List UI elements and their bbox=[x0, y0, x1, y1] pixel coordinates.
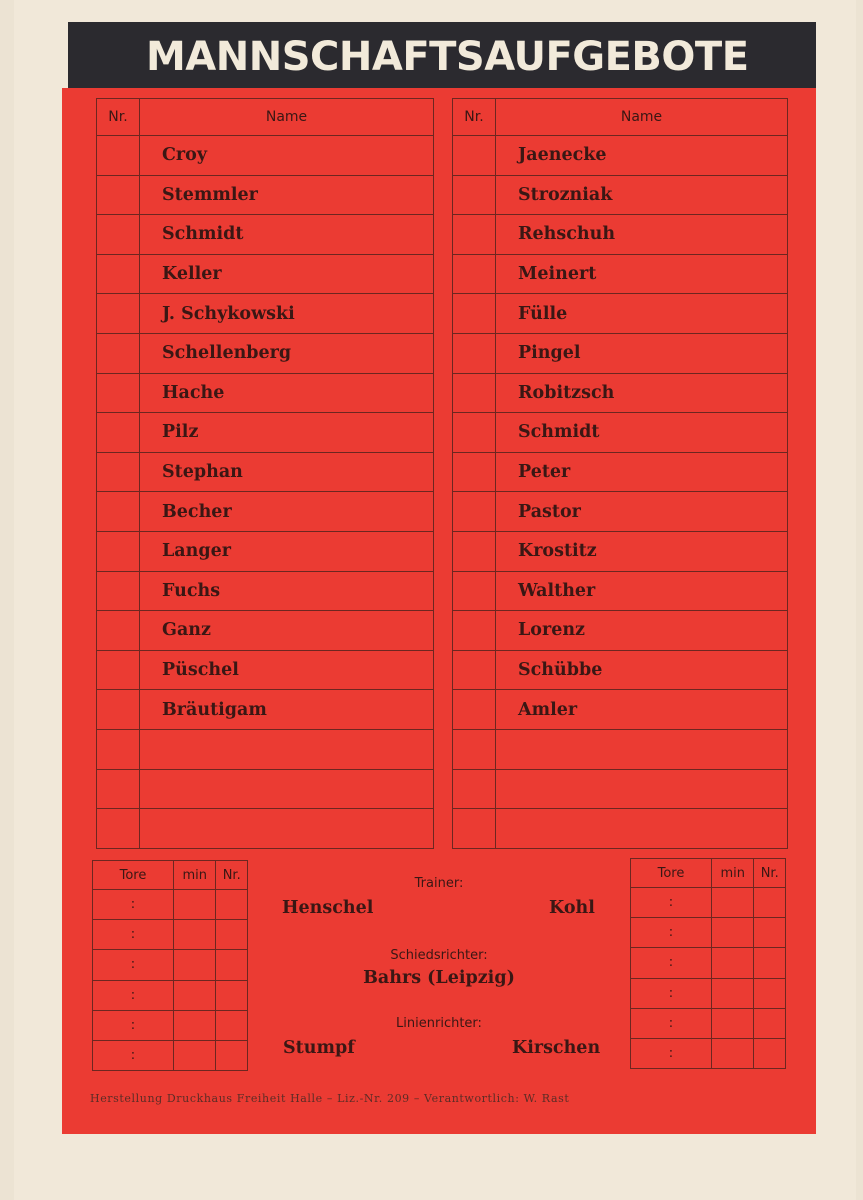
roster-row bbox=[97, 413, 434, 453]
goal-number-cell bbox=[754, 1038, 786, 1068]
player-name: Croy bbox=[140, 136, 434, 176]
number-cell bbox=[453, 729, 496, 769]
goal-score-cell: : bbox=[631, 888, 712, 918]
goal-number-cell bbox=[216, 1010, 248, 1040]
number-cell bbox=[453, 809, 496, 849]
roster-row bbox=[453, 690, 788, 730]
goal-row bbox=[93, 950, 248, 980]
number-cell bbox=[97, 809, 140, 849]
number-cell bbox=[453, 254, 496, 294]
goal-row bbox=[631, 948, 786, 978]
number-cell bbox=[453, 571, 496, 611]
number-cell bbox=[453, 769, 496, 809]
number-cell bbox=[97, 571, 140, 611]
player-name bbox=[496, 769, 788, 809]
goal-minute-cell bbox=[174, 920, 216, 950]
number-cell bbox=[453, 611, 496, 651]
number-cell bbox=[97, 769, 140, 809]
roster-row bbox=[453, 809, 788, 849]
trainer-label: Trainer: bbox=[414, 876, 464, 891]
player-name: Robitzsch bbox=[496, 373, 788, 413]
nr-header: Nr. bbox=[216, 861, 248, 890]
goal-row bbox=[93, 1010, 248, 1040]
number-cell bbox=[97, 333, 140, 373]
number-cell bbox=[453, 690, 496, 730]
goal-row bbox=[631, 888, 786, 918]
number-cell bbox=[453, 492, 496, 532]
goal-score-cell: : bbox=[93, 920, 174, 950]
roster-row bbox=[97, 531, 434, 571]
goal-minute-cell bbox=[712, 1008, 754, 1038]
team-right-roster bbox=[452, 98, 788, 849]
goal-minute-cell bbox=[174, 1040, 216, 1070]
goal-minute-cell bbox=[712, 888, 754, 918]
number-cell bbox=[97, 294, 140, 334]
roster-row bbox=[453, 215, 788, 255]
roster-row bbox=[97, 254, 434, 294]
player-name: Ganz bbox=[140, 611, 434, 651]
roster-row bbox=[453, 452, 788, 492]
goal-row bbox=[631, 978, 786, 1008]
number-cell bbox=[97, 136, 140, 176]
player-name: Keller bbox=[140, 254, 434, 294]
player-name: Jaenecke bbox=[496, 136, 788, 176]
roster-row bbox=[97, 650, 434, 690]
roster-row bbox=[453, 333, 788, 373]
player-name: Hache bbox=[140, 373, 434, 413]
number-cell bbox=[97, 175, 140, 215]
player-name bbox=[496, 729, 788, 769]
player-name: Stephan bbox=[140, 452, 434, 492]
goal-minute-cell bbox=[712, 978, 754, 1008]
nr-header: Nr. bbox=[97, 99, 140, 136]
goal-row bbox=[631, 918, 786, 948]
goal-score-cell: : bbox=[631, 978, 712, 1008]
roster-row bbox=[97, 373, 434, 413]
player-name: Walther bbox=[496, 571, 788, 611]
tore-header: Tore bbox=[93, 861, 174, 890]
goal-score-cell: : bbox=[93, 980, 174, 1010]
goal-row bbox=[93, 890, 248, 920]
roster-row bbox=[453, 492, 788, 532]
number-cell bbox=[453, 452, 496, 492]
number-cell bbox=[453, 413, 496, 453]
team-left-roster bbox=[96, 98, 434, 849]
roster-row bbox=[97, 294, 434, 334]
player-name: J. Schykowski bbox=[140, 294, 434, 334]
roster-row bbox=[453, 769, 788, 809]
player-name bbox=[496, 809, 788, 849]
goal-score-cell: : bbox=[631, 918, 712, 948]
roster-row bbox=[97, 769, 434, 809]
goal-row bbox=[631, 1038, 786, 1068]
goal-number-cell bbox=[216, 890, 248, 920]
goal-number-cell bbox=[216, 1040, 248, 1070]
player-name: Stemmler bbox=[140, 175, 434, 215]
linesman-right: Kirschen bbox=[512, 1038, 601, 1058]
roster-row bbox=[453, 175, 788, 215]
number-cell bbox=[453, 215, 496, 255]
goal-score-cell: : bbox=[93, 890, 174, 920]
number-cell bbox=[453, 175, 496, 215]
goal-minute-cell bbox=[174, 1010, 216, 1040]
imprint-footer: Herstellung Druckhaus Freiheit Halle – Liz.-Nr. 209 – Verantwortlich: W. Rast bbox=[90, 1092, 570, 1105]
number-cell bbox=[97, 215, 140, 255]
roster-row bbox=[97, 492, 434, 532]
goal-score-cell: : bbox=[631, 1008, 712, 1038]
number-cell bbox=[453, 373, 496, 413]
number-cell bbox=[97, 650, 140, 690]
number-cell bbox=[97, 729, 140, 769]
goals-table-left bbox=[92, 860, 248, 1071]
number-cell bbox=[97, 531, 140, 571]
number-cell bbox=[97, 413, 140, 453]
referee-label: Schiedsrichter: bbox=[390, 948, 488, 963]
goal-minute-cell bbox=[712, 948, 754, 978]
min-header: min bbox=[712, 859, 754, 888]
goal-minute-cell bbox=[174, 950, 216, 980]
roster-row bbox=[453, 136, 788, 176]
number-cell bbox=[453, 531, 496, 571]
player-name bbox=[140, 729, 434, 769]
roster-row bbox=[453, 650, 788, 690]
linesmen-label: Linienrichter: bbox=[396, 1016, 482, 1031]
goal-number-cell bbox=[216, 980, 248, 1010]
number-cell bbox=[97, 373, 140, 413]
roster-row bbox=[97, 452, 434, 492]
roster-row bbox=[97, 215, 434, 255]
goal-score-cell: : bbox=[631, 948, 712, 978]
goal-row bbox=[93, 1040, 248, 1070]
linesman-left: Stumpf bbox=[283, 1038, 355, 1058]
player-name: Strozniak bbox=[496, 175, 788, 215]
goal-number-cell bbox=[754, 948, 786, 978]
player-name bbox=[140, 769, 434, 809]
player-name: Schmidt bbox=[496, 413, 788, 453]
player-name: Bräutigam bbox=[140, 690, 434, 730]
number-cell bbox=[453, 650, 496, 690]
player-name: Schübbe bbox=[496, 650, 788, 690]
goal-row bbox=[93, 920, 248, 950]
goal-row bbox=[93, 980, 248, 1010]
number-cell bbox=[97, 254, 140, 294]
roster-row bbox=[97, 729, 434, 769]
number-cell bbox=[97, 611, 140, 651]
player-name: Pilz bbox=[140, 413, 434, 453]
roster-row bbox=[453, 294, 788, 334]
goal-number-cell bbox=[216, 920, 248, 950]
player-name bbox=[140, 809, 434, 849]
name-header: Name bbox=[140, 99, 434, 136]
goal-score-cell: : bbox=[631, 1038, 712, 1068]
roster-row bbox=[97, 136, 434, 176]
player-name: Peter bbox=[496, 452, 788, 492]
name-header: Name bbox=[496, 99, 788, 136]
number-cell bbox=[97, 452, 140, 492]
player-name: Fülle bbox=[496, 294, 788, 334]
trainer-right: Kohl bbox=[549, 898, 595, 918]
player-name: Krostitz bbox=[496, 531, 788, 571]
nr-header: Nr. bbox=[754, 859, 786, 888]
goal-minute-cell bbox=[174, 890, 216, 920]
page-title: MANNSCHAFTSAUFGEBOTE bbox=[68, 22, 816, 92]
trainer-left: Henschel bbox=[282, 898, 374, 918]
goal-number-cell bbox=[216, 950, 248, 980]
goal-number-cell bbox=[754, 888, 786, 918]
player-name: Pastor bbox=[496, 492, 788, 532]
player-name: Fuchs bbox=[140, 571, 434, 611]
officials-panel bbox=[258, 868, 620, 1068]
roster-row bbox=[453, 611, 788, 651]
min-header: min bbox=[174, 861, 216, 890]
goal-minute-cell bbox=[712, 1038, 754, 1068]
goal-number-cell bbox=[754, 918, 786, 948]
player-name: Schellenberg bbox=[140, 333, 434, 373]
player-name: Lorenz bbox=[496, 611, 788, 651]
number-cell bbox=[97, 690, 140, 730]
roster-row bbox=[453, 413, 788, 453]
roster-row bbox=[97, 611, 434, 651]
goals-table-right bbox=[630, 858, 786, 1069]
number-cell bbox=[97, 492, 140, 532]
goal-score-cell: : bbox=[93, 1010, 174, 1040]
roster-row bbox=[97, 690, 434, 730]
player-name: Püschel bbox=[140, 650, 434, 690]
roster-row bbox=[453, 531, 788, 571]
nr-header: Nr. bbox=[453, 99, 496, 136]
player-name: Becher bbox=[140, 492, 434, 532]
roster-row bbox=[453, 729, 788, 769]
goal-minute-cell bbox=[174, 980, 216, 1010]
player-name: Amler bbox=[496, 690, 788, 730]
tore-header: Tore bbox=[631, 859, 712, 888]
player-name: Pingel bbox=[496, 333, 788, 373]
roster-row bbox=[453, 571, 788, 611]
player-name: Meinert bbox=[496, 254, 788, 294]
roster-row bbox=[97, 333, 434, 373]
roster-row bbox=[97, 809, 434, 849]
player-name: Rehschuh bbox=[496, 215, 788, 255]
goal-score-cell: : bbox=[93, 950, 174, 980]
goal-minute-cell bbox=[712, 918, 754, 948]
number-cell bbox=[453, 333, 496, 373]
player-name: Schmidt bbox=[140, 215, 434, 255]
referee-name: Bahrs (Leipzig) bbox=[363, 968, 515, 988]
goal-number-cell bbox=[754, 978, 786, 1008]
roster-row bbox=[97, 175, 434, 215]
goal-row bbox=[631, 1008, 786, 1038]
number-cell bbox=[453, 136, 496, 176]
player-name: Langer bbox=[140, 531, 434, 571]
roster-row bbox=[453, 254, 788, 294]
roster-row bbox=[453, 373, 788, 413]
number-cell bbox=[453, 294, 496, 334]
roster-row bbox=[97, 571, 434, 611]
goal-score-cell: : bbox=[93, 1040, 174, 1070]
goal-number-cell bbox=[754, 1008, 786, 1038]
